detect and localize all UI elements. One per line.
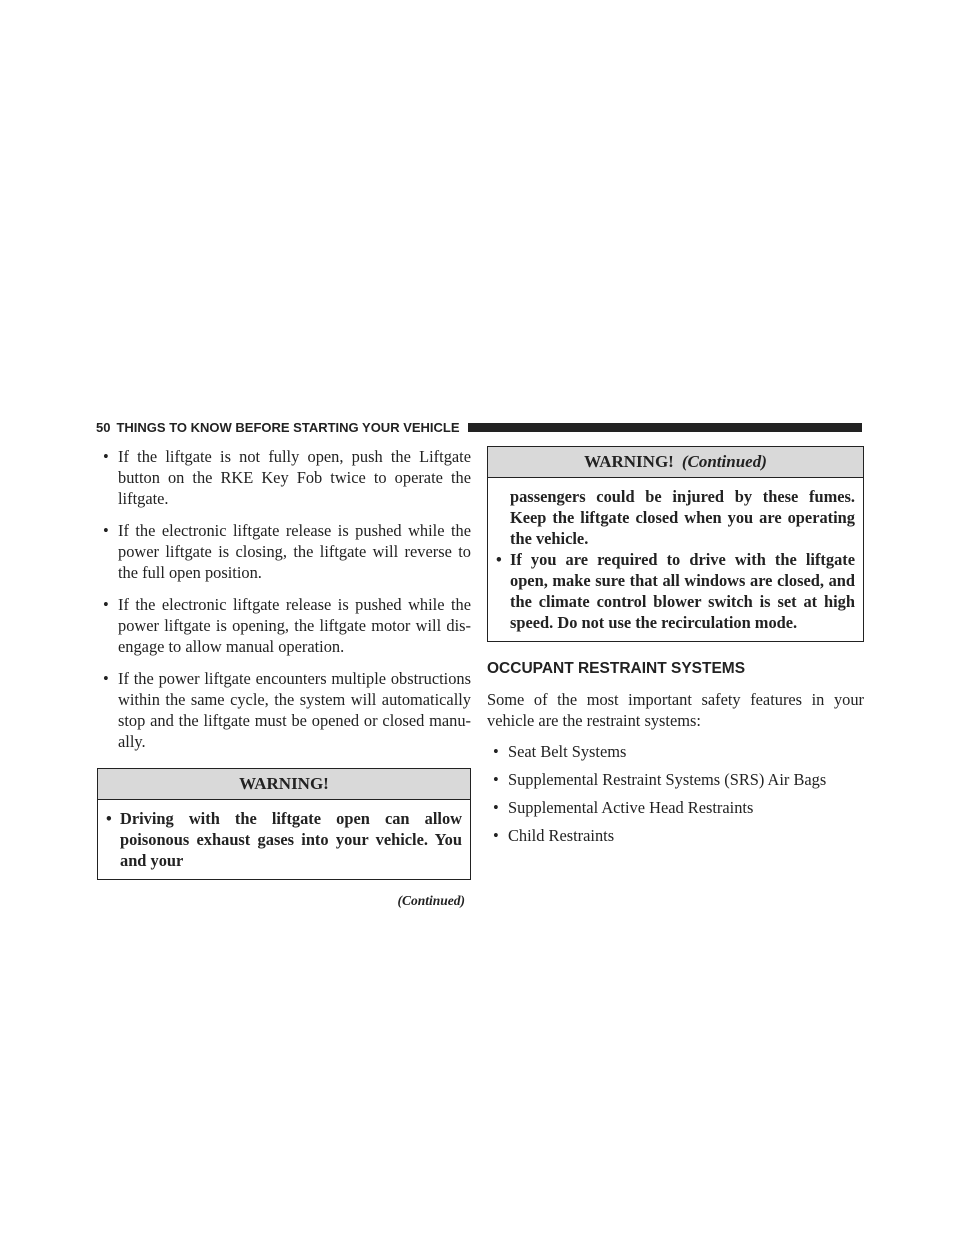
warning-box-continued [487, 446, 864, 642]
warning-title: WARNING! [98, 769, 470, 800]
restraint-systems-list [487, 741, 864, 846]
bullet-icon: • [493, 770, 499, 789]
list-item: • Child Restraints [493, 826, 615, 845]
list-item: • If the power liftgate encounters multiple obstructions within the same cycle, the system will automatically stop and the liftgate must be opened or closed manu-ally. [103, 669, 471, 751]
right-column [487, 446, 864, 853]
page-number: 50 [96, 419, 111, 435]
bullet-icon: • [103, 447, 109, 466]
warning-continued-label: (Continued) [681, 452, 767, 471]
liftgate-bullet-list [97, 446, 471, 752]
list-item: • If the electronic liftgate release is pushed while the power liftgate is opening, the liftgate motor will dis-engage to allow manual operation. [103, 595, 471, 656]
section-title: THINGS TO KNOW BEFORE STARTING YOUR VEHICLE [116, 419, 460, 435]
warning-body [98, 800, 470, 879]
bullet-icon: • [106, 809, 112, 828]
header-rule [468, 423, 862, 432]
warning-bullet: • If you are required to drive with the liftgate open, make sure that all windows are closed, and the climate control blower switch is set at high speed. Do not use the recirculation mode. [496, 550, 855, 632]
list-item: • Seat Belt Systems [493, 742, 627, 761]
warning-carryover-text: passengers could be injured by these fumes. Keep the liftgate closed when you are operating the vehicle. [510, 487, 855, 548]
bullet-icon: • [493, 798, 499, 817]
bullet-icon: • [103, 521, 109, 540]
list-item: • Supplemental Restraint Systems (SRS) Air Bags [493, 770, 827, 789]
left-column [97, 446, 471, 911]
warning-body [488, 478, 863, 641]
bullet-icon: • [493, 826, 499, 845]
bullet-icon: • [493, 742, 499, 761]
warning-bullet: • Driving with the liftgate open can allow poisonous exhaust gases into your vehicle. You and your [106, 809, 462, 870]
page-header [96, 417, 862, 437]
warning-title: WARNING! (Continued) [488, 447, 863, 478]
bullet-icon: • [103, 595, 109, 614]
list-item: • If the liftgate is not fully open, push the Liftgate button on the RKE Key Fob twice to operate the liftgate. [103, 447, 471, 508]
intro-paragraph: Some of the most important safety features in your vehicle are the restraint systems: [487, 690, 864, 730]
continued-label: (Continued) [397, 893, 465, 908]
section-heading: OCCUPANT RESTRAINT SYSTEMS [487, 660, 746, 677]
list-item: • If the electronic liftgate release is pushed while the power liftgate is closing, the liftgate will reverse to the full open position. [103, 521, 471, 582]
bullet-icon: • [496, 550, 502, 569]
warning-box [97, 768, 471, 880]
list-item: • Supplemental Active Head Restraints [493, 798, 754, 817]
bullet-icon: • [103, 669, 109, 688]
